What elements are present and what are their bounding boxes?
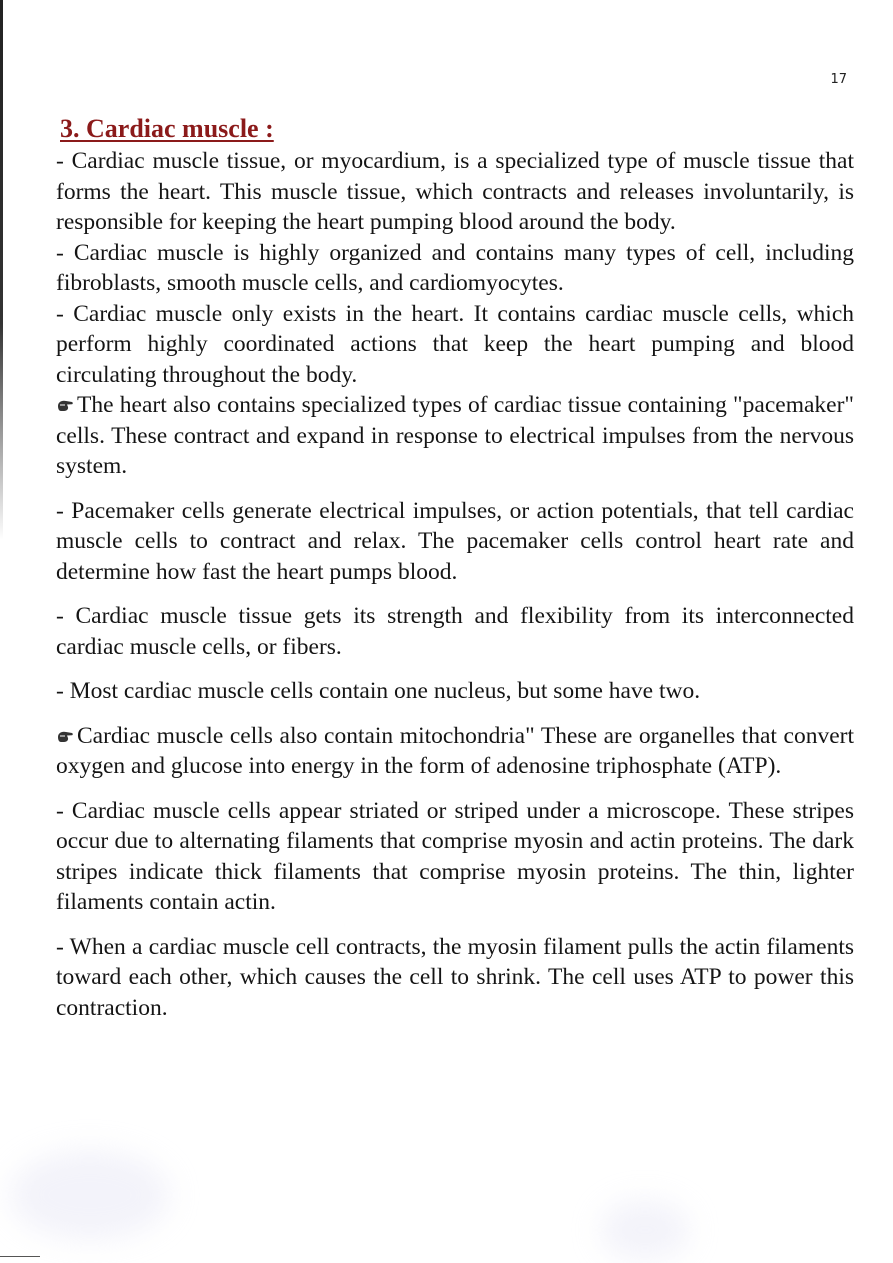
paragraph: - Cardiac muscle is highly organized and contains many types of cell, including fibroblasts, smooth muscle cells, and cardiomyocytes.: [56, 239, 854, 296]
paragraph: - Cardiac muscle tissue gets its strength and flexibility from its interconnected cardiac muscle cells, or fibers.: [56, 603, 854, 660]
paragraph: - When a cardiac muscle cell contracts, the myosin filament pulls the actin filaments toward each other, which causes the cell to shrink. The cell uses ATP to power this contraction.: [56, 933, 854, 1021]
paragraph: - Cardiac muscle cells appear striated or striped under a microscope. These stripes occur due to alternating filaments that comprise myosin and actin proteins. The dark stripes indicate thick filaments that comprise myosin proteins. The thin, lighter filaments contain actin.: [56, 797, 854, 915]
paragraph: - Most cardiac muscle cells contain one nucleus, but some have two.: [56, 678, 701, 704]
pointing-hand-icon: [56, 723, 74, 741]
paragraph: - Pacemaker cells generate electrical impulses, or action potentials, that tell cardiac muscle cells to contract and relax. The pacemaker cells control heart rate and determine how fast the heart pumps blood.: [56, 497, 854, 585]
paragraph-text: The heart also contains specialized types of cardiac tissue containing "pacemaker" cells. These contract and expand in response to electrical impulses from the nervous system.: [56, 392, 854, 479]
paragraph: - Cardiac muscle only exists in the heart. It contains cardiac muscle cells, which perform highly coordinated actions that keep the heart pumping and blood circulating throughout the body.: [56, 300, 854, 388]
scan-smudge: [600, 1200, 690, 1260]
section-heading: 3. Cardiac muscle :: [60, 114, 274, 143]
paragraph-text: Cardiac muscle cells also contain mitochondria" These are organelles that convert oxygen and glucose into energy in the form of adenosine triphosphate (ATP).: [56, 722, 854, 779]
paragraph-with-bullet: [56, 390, 854, 482]
scan-edge-line: [0, 1256, 40, 1257]
paragraph: - Cardiac muscle tissue, or myocardium, is a specialized type of muscle tissue that forms the heart. This muscle tissue, which contracts and releases involuntarily, is responsible for keeping the heart pumping blood around the body.: [56, 148, 854, 235]
paragraph-with-bullet: [56, 721, 854, 782]
page-content: [56, 112, 854, 1023]
pointing-hand-icon: [56, 392, 74, 410]
scan-smudge: [10, 1150, 170, 1240]
page-number: 17: [830, 72, 847, 87]
scan-edge-shadow: [0, 0, 3, 540]
